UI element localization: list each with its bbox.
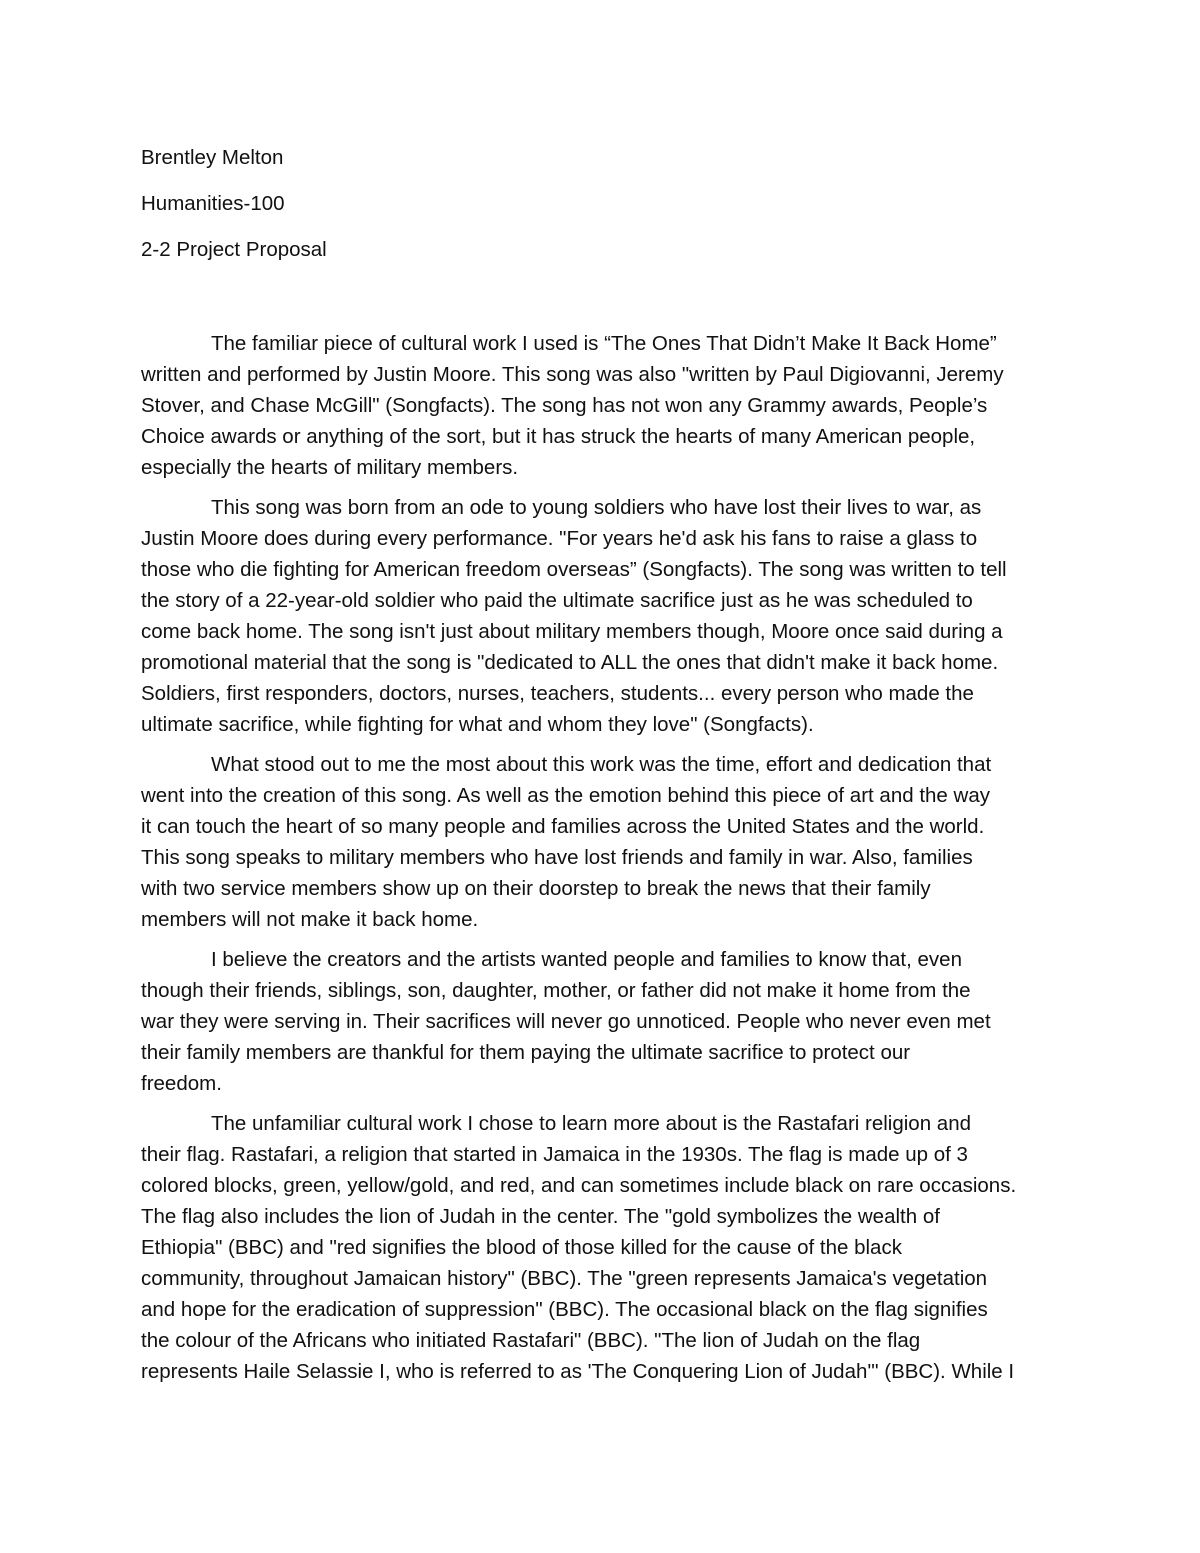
- document-header: [141, 143, 1061, 281]
- paragraph-line: This song was born from an ode to young soldiers who have lost their lives to war, as: [211, 496, 982, 519]
- paragraph-unfamiliar-work: [141, 1108, 1061, 1387]
- paragraph-line: and hope for the eradication of suppression" (BBC). The occasional black on the flag signifies: [141, 1298, 988, 1321]
- paragraph-song-origin: [141, 492, 1061, 740]
- paragraph-creators-intent: [141, 944, 1061, 1099]
- paragraph-line: colored blocks, green, yellow/gold, and red, and can sometimes include black on rare occasions.: [141, 1174, 1017, 1197]
- paragraph-standout: [141, 749, 1061, 935]
- author-name: Brentley Melton: [141, 146, 284, 169]
- paragraph-line: Justin Moore does during every performance. "For years he'd ask his fans to raise a glass to: [141, 527, 978, 550]
- paragraph-line: Stover, and Chase McGill" (Songfacts). The song has not won any Grammy awards, People’s: [141, 394, 988, 417]
- paragraph-line: though their friends, siblings, son, daughter, mother, or father did not make it home from the: [141, 979, 971, 1002]
- paragraph-line: The familiar piece of cultural work I used is “The Ones That Didn’t Make It Back Home”: [211, 332, 997, 355]
- paragraph-line: The unfamiliar cultural work I chose to learn more about is the Rastafari religion and: [211, 1112, 972, 1135]
- paragraph-line: What stood out to me the most about this work was the time, effort and dedication that: [211, 753, 992, 776]
- paragraph-line: This song speaks to military members who have lost friends and family in war. Also, families: [141, 846, 973, 869]
- paragraph-line: the story of a 22-year-old soldier who paid the ultimate sacrifice just as he was scheduled to: [141, 589, 973, 612]
- paragraph-line: Soldiers, first responders, doctors, nurses, teachers, students... every person who made the: [141, 682, 974, 705]
- paragraph-line: their family members are thankful for them paying the ultimate sacrifice to protect our: [141, 1041, 911, 1064]
- paragraph-line: their flag. Rastafari, a religion that started in Jamaica in the 1930s. The flag is made up of 3: [141, 1143, 968, 1166]
- assignment-title: 2-2 Project Proposal: [141, 238, 327, 261]
- paragraph-line: especially the hearts of military members.: [141, 456, 519, 479]
- paragraph-line: those who die fighting for American freedom overseas” (Songfacts). The song was written to tell: [141, 558, 1007, 581]
- paragraph-line: come back home. The song isn't just about military members though, Moore once said during a: [141, 620, 1003, 643]
- paragraph-line: The flag also includes the lion of Judah in the center. The "gold symbolizes the wealth of: [141, 1205, 940, 1228]
- paragraph-line: war they were serving in. Their sacrifices will never go unnoticed. People who never even met: [141, 1010, 991, 1033]
- paragraph-line: I believe the creators and the artists wanted people and families to know that, even: [211, 948, 962, 971]
- paragraph-line: it can touch the heart of so many people and families across the United States and the world.: [141, 815, 985, 838]
- paragraph-line: went into the creation of this song. As well as the emotion behind this piece of art and the way: [141, 784, 990, 807]
- paragraph-line: Ethiopia" (BBC) and "red signifies the blood of those killed for the cause of the black: [141, 1236, 902, 1259]
- paragraph-line: Choice awards or anything of the sort, but it has struck the hearts of many American people,: [141, 425, 976, 448]
- paragraph-line: the colour of the Africans who initiated Rastafari" (BBC). "The lion of Judah on the flag: [141, 1329, 921, 1352]
- paragraph-line: written and performed by Justin Moore. This song was also "written by Paul Digiovanni, Jeremy: [141, 363, 1004, 386]
- paragraph-familiar-work: [141, 328, 1061, 483]
- paragraph-line: promotional material that the song is "dedicated to ALL the ones that didn't make it back home.: [141, 651, 999, 674]
- paragraph-line: ultimate sacrifice, while fighting for what and whom they love" (Songfacts).: [141, 713, 814, 736]
- paragraph-line: community, throughout Jamaican history" (BBC). The "green represents Jamaica's vegetation: [141, 1267, 988, 1290]
- paragraph-line: freedom.: [141, 1072, 222, 1095]
- document-body: [141, 328, 1061, 1396]
- paragraph-line: members will not make it back home.: [141, 908, 479, 931]
- paragraph-line: with two service members show up on their doorstep to break the news that their family: [141, 877, 931, 900]
- paragraph-line: represents Haile Selassie I, who is referred to as 'The Conquering Lion of Judah'" (BBC). While I: [141, 1360, 1015, 1383]
- course-name: Humanities-100: [141, 192, 285, 215]
